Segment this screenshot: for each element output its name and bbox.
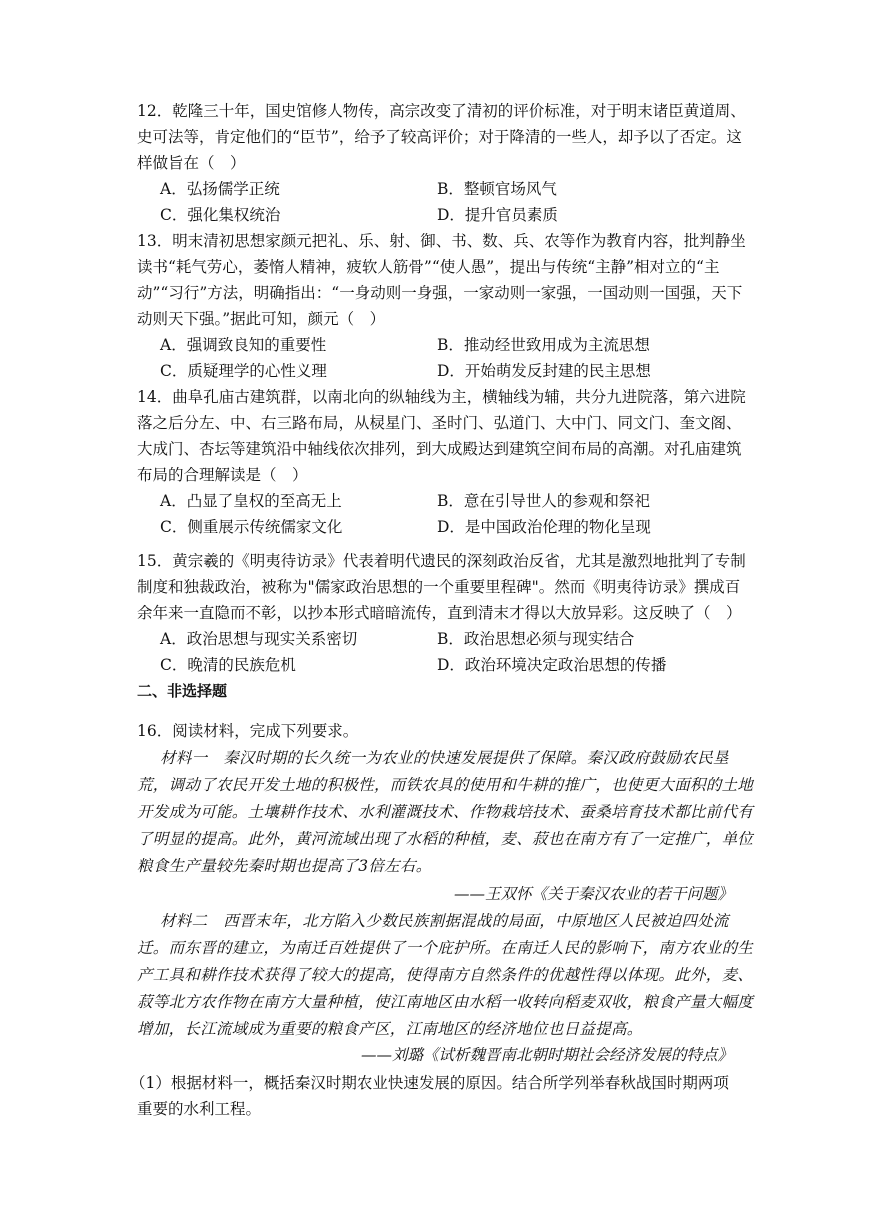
option-14-a: A．凸显了皇权的至高无上 xyxy=(160,492,342,510)
option-12-d: D．提升官员素质 xyxy=(437,206,558,224)
question-14-line: 落之后分左、中、右三路布局，从棂星门、圣时门、弘道门、大中门、同文门、奎文阁、 xyxy=(137,414,742,432)
section-title: 二、非选择题 xyxy=(137,682,228,700)
option-12-b: B．整顿官场风气 xyxy=(437,180,557,198)
option-15-b: B．政治思想必须与现实结合 xyxy=(437,630,635,648)
option-14-b: B．意在引导世人的参观和祭祀 xyxy=(437,492,650,510)
material-2-line: 产工具和耕作技术获得了较大的提高，使得南方自然条件的优越性得以体现。此外，麦、 xyxy=(137,966,754,984)
material-1-line: 荒，调动了农民开发土地的积极性，而铁农具的使用和牛耕的推广，也使更大面积的土地 xyxy=(137,776,754,794)
question-12-line: 史可法等，肯定他们的“臣节”，给予了较高评价；对于降清的一些人，却予以了否定。这 xyxy=(137,128,742,146)
option-12-c: C．强化集权统治 xyxy=(160,206,281,224)
material-2-line: 迁。而东晋的建立，为南迁百姓提供了一个庇护所。在南迁人民的影响下，南方农业的生 xyxy=(137,939,754,957)
material-1-source: ——王双怀《关于秦汉农业的若干问题》 xyxy=(453,885,733,903)
option-13-b: B．推动经世致用成为主流思想 xyxy=(437,336,650,354)
question-14-line: 14．曲阜孔庙古建筑群，以南北向的纵轴线为主，横轴线为辅，共分九进院落，第六进院 xyxy=(137,388,746,406)
question-16-intro: 16．阅读材料，完成下列要求。 xyxy=(137,722,359,740)
material-2-source: ——刘璐《试析魏晋南北朝时期社会经济发展的特点》 xyxy=(360,1046,733,1064)
option-13-d: D．开始萌发反封建的民主思想 xyxy=(437,362,651,380)
material-2-line: 增加，长江流域成为重要的粮食产区，江南地区的经济地位也日益提高。 xyxy=(137,1020,643,1038)
material-2-line: 材料二 西晋末年，北方陷入少数民族割据混战的局面，中原地区人民被迫四处流 xyxy=(160,912,729,930)
material-1-line: 材料一 秦汉时期的长久统一为农业的快速发展提供了保障。秦汉政府鼓励农民垦 xyxy=(160,749,729,767)
question-12-line: 样做旨在（ ） xyxy=(137,154,246,172)
option-14-d: D．是中国政治伦理的物化呈现 xyxy=(437,518,651,536)
question-13-line: 13．明末清初思想家颜元把礼、乐、射、御、书、数、兵、农等作为教育内容，批判静坐 xyxy=(137,232,746,250)
sub-question-1-line: 重要的水利工程。 xyxy=(137,1100,262,1118)
question-13-line: 动则天下强。”据此可知，颜元（ ） xyxy=(137,310,386,328)
question-14-line: 大成门、杏坛等建筑沿中轴线依次排列，到大成殿达到建筑空间布局的高潮。对孔庙建筑 xyxy=(137,440,742,458)
question-15-line: 余年来一直隐而不彰，以抄本形式暗暗流传，直到清末才得以大放异彩。这反映了（ ） xyxy=(137,604,742,622)
question-12-line: 12．乾隆三十年，国史馆修人物传，高宗改变了清初的评价标准，对于明末诸臣黄道周、 xyxy=(137,102,746,120)
option-15-a: A．政治思想与现实关系密切 xyxy=(160,630,358,648)
material-1-line: 了明显的提高。此外，黄河流域出现了水稻的种植，麦、菽也在南方有了一定推广，单位 xyxy=(137,830,754,848)
option-13-c: C．质疑理学的心性义理 xyxy=(160,362,327,380)
option-12-a: A．弘扬儒学正统 xyxy=(160,180,280,198)
option-15-c: C．晚清的民族危机 xyxy=(160,656,296,674)
option-15-d: D．政治环境决定政治思想的传播 xyxy=(437,656,667,674)
question-15-line: 15．黄宗羲的《明夷待访录》代表着明代遗民的深刻政治反省，尤其是激烈地批判了专制 xyxy=(137,552,746,570)
sub-question-1-line: （1）根据材料一，概括秦汉时期农业快速发展的原因。结合所学列举春秋战国时期两项 xyxy=(130,1074,729,1092)
material-1-line: 粮食生产量较先秦时期也提高了3倍左右。 xyxy=(137,857,432,875)
option-13-a: A．强调致良知的重要性 xyxy=(160,336,327,354)
question-13-line: 读书“耗气劳心，萎惰人精神，疲软人筋骨”“使人愚”，提出与传统“主静”相对立的“主 xyxy=(137,258,720,276)
question-13-line: 动”“习行”方法，明确指出：“一身动则一身强，一家动则一家强，一国动则一国强，天下 xyxy=(137,284,743,302)
option-14-c: C．侧重展示传统儒家文化 xyxy=(160,518,343,536)
material-1-line: 开发成为可能。土壤耕作技术、水利灌溉技术、作物栽培技术、蚕桑培育技术都比前代有 xyxy=(137,803,754,821)
material-2-line: 菽等北方农作物在南方大量种植，使江南地区由水稻一收转向稻麦双收，粮食产量大幅度 xyxy=(137,993,754,1011)
question-14-line: 布局的合理解读是（ ） xyxy=(137,466,308,484)
question-15-line: 制度和独裁政治，被称为"儒家政治思想的一个重要里程碑"。然而《明夷待访录》撰成百 xyxy=(137,578,741,596)
